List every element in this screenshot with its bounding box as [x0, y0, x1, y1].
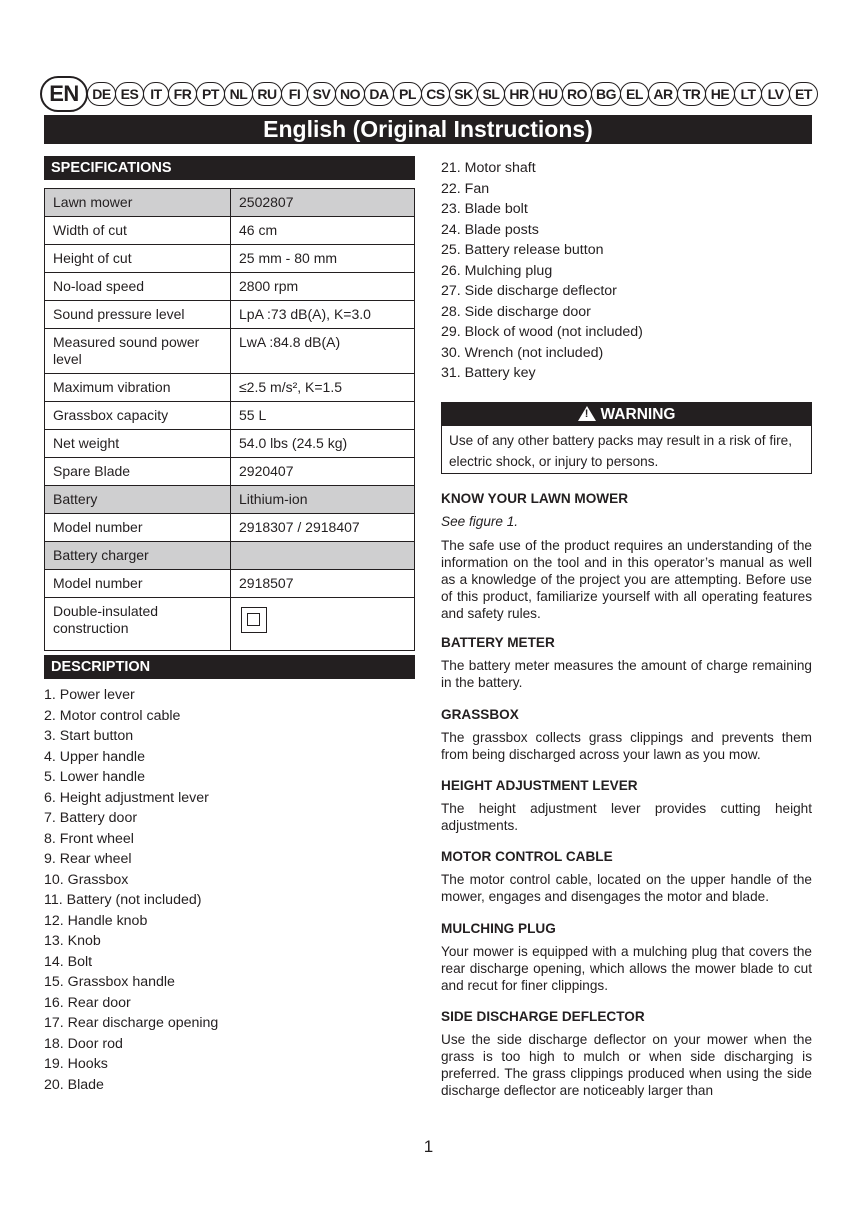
section-motor-control-cable [441, 849, 812, 905]
spec-value: 2918307 / 2918407 [231, 514, 415, 542]
list-item: 17. Rear discharge opening [44, 1015, 219, 1031]
warning-triangle-icon: ! [578, 406, 596, 421]
table-row [45, 430, 415, 458]
spec-value: 2920407 [231, 458, 415, 486]
section-note: See figure 1. [441, 514, 519, 529]
spec-label: Lawn mower [45, 189, 231, 217]
spec-label: Sound pressure level [45, 301, 231, 329]
table-row [45, 402, 415, 430]
spec-label: Measured sound power level [45, 329, 231, 374]
warning-box [441, 402, 812, 474]
list-item: 14. Bolt [44, 953, 93, 970]
list-item: 18. Door rod [44, 1035, 123, 1052]
list-item: 27. Side discharge deflector [441, 283, 617, 299]
table-row [45, 458, 415, 486]
list-item: 13. Knob [44, 933, 101, 949]
lang-it[interactable]: IT [143, 82, 169, 106]
specifications-heading: SPECIFICATIONS [44, 156, 415, 180]
list-item: 6. Height adjustment lever [44, 789, 209, 806]
table-row [45, 374, 415, 402]
warning-title: WARNING [600, 405, 676, 423]
lang-sk[interactable]: SK [449, 82, 478, 106]
section-battery-meter [441, 635, 812, 691]
language-bar [40, 76, 818, 116]
table-row [45, 301, 415, 329]
list-item: 12. Handle knob [44, 912, 148, 929]
list-item: 4. Upper handle [44, 748, 145, 765]
table-row [45, 570, 415, 598]
spec-label: Model number [45, 514, 231, 542]
list-item: 15. Grassbox handle [44, 974, 175, 990]
spec-value: 25 mm - 80 mm [231, 245, 415, 273]
spec-value: 46 cm [231, 217, 415, 245]
section-grassbox [441, 707, 812, 763]
list-item: 16. Rear door [44, 994, 131, 1011]
lang-sv[interactable]: SV [307, 82, 336, 106]
list-item: 21. Motor shaft [441, 160, 536, 176]
section-body: Your mower is equipped with a mulching plug that covers the rear discharge opening, which allows the mower blade to cut and recut for finer clippings. [441, 944, 812, 993]
table-row [45, 329, 415, 374]
lang-no[interactable]: NO [335, 82, 365, 106]
lang-sl[interactable]: SL [477, 82, 505, 106]
list-item: 1. Power lever [44, 687, 135, 703]
list-item: 23. Blade bolt [441, 201, 528, 217]
lang-ar[interactable]: AR [648, 82, 678, 106]
section-mulching-plug [441, 921, 812, 994]
spec-value [231, 598, 415, 651]
lang-da[interactable]: DA [364, 82, 394, 106]
lang-lt[interactable]: LT [734, 82, 762, 106]
lang-es[interactable]: ES [115, 82, 144, 106]
lang-et[interactable]: ET [789, 82, 818, 106]
lang-ru[interactable]: RU [252, 82, 282, 106]
lang-pt[interactable]: PT [196, 82, 225, 106]
spec-value: ≤2.5 m/s², K=1.5 [231, 374, 415, 402]
section-body: The motor control cable, located on the upper handle of the mower, engages and disengages the motor and blade. [441, 872, 812, 904]
table-row [45, 486, 415, 514]
list-item: 25. Battery release button [441, 242, 604, 258]
spec-label: Double-insulated construction [45, 598, 231, 651]
lang-bg[interactable]: BG [591, 82, 621, 106]
lang-en[interactable]: EN [40, 76, 88, 112]
spec-label: Net weight [45, 430, 231, 458]
list-item: 2. Motor control cable [44, 707, 181, 724]
list-item: 31. Battery key [441, 365, 536, 381]
table-row [45, 245, 415, 273]
list-item: 3. Start button [44, 728, 134, 744]
lang-fr[interactable]: FR [168, 82, 197, 106]
list-item: 8. Front wheel [44, 830, 134, 847]
section-body: The height adjustment lever provides cutting height adjustments. [441, 801, 812, 833]
list-item: 28. Side discharge door [441, 303, 591, 320]
spec-value: Lithium-ion [231, 486, 415, 514]
section-title: SIDE DISCHARGE DEFLECTOR [441, 1009, 645, 1024]
list-item: 22. Fan [441, 180, 490, 197]
section-body: Use the side discharge deflector on your mower when the grass is too high to mulch or when side discharging is preferred. The grass clippings produced when using the side discharge deflector are noticeably larger than [441, 1032, 812, 1098]
spec-value: 2918507 [231, 570, 415, 598]
list-item: 5. Lower handle [44, 769, 145, 785]
double-insulation-icon [241, 607, 267, 633]
list-item: 20. Blade [44, 1076, 104, 1093]
list-item: 19. Hooks [44, 1056, 108, 1072]
section-title: HEIGHT ADJUSTMENT LEVER [441, 778, 638, 793]
table-row [45, 217, 415, 245]
table-row [45, 598, 415, 651]
lang-el[interactable]: EL [620, 82, 649, 106]
specifications-table [44, 188, 415, 651]
lang-fi[interactable]: FI [281, 82, 308, 106]
description-list-continued [441, 158, 811, 384]
spec-label: Battery charger [45, 542, 231, 570]
page-number: 1 [423, 1137, 434, 1156]
spec-value: 2800 rpm [231, 273, 415, 301]
section-body: The safe use of the product requires an understanding of the information on the tool and in this operator’s manual as well as a knowledge of the project you are attempting. Before use of this product, familiarize yourself with all operating features and safety rules. [441, 538, 812, 621]
spec-label: No-load speed [45, 273, 231, 301]
lang-de[interactable]: DE [87, 82, 116, 106]
list-item: 30. Wrench (not included) [441, 344, 604, 361]
spec-value: 2502807 [231, 189, 415, 217]
spec-value: 54.0 lbs (24.5 kg) [231, 430, 415, 458]
lang-pl[interactable]: PL [393, 82, 422, 106]
lang-he[interactable]: HE [705, 82, 735, 106]
section-body: The grassbox collects grass clippings and prevents them from being discharged across your lawn as you mow. [441, 730, 812, 762]
spec-label: Height of cut [45, 245, 231, 273]
section-title: GRASSBOX [441, 707, 519, 722]
table-row [45, 514, 415, 542]
list-item: 7. Battery door [44, 810, 138, 826]
spec-label: Spare Blade [45, 458, 231, 486]
page-title: English (Original Instructions) [44, 115, 812, 144]
section-know-your-lawn-mower [441, 491, 812, 622]
lang-lv[interactable]: LV [761, 82, 790, 106]
spec-value: LwA :84.8 dB(A) [231, 329, 415, 374]
spec-label: Model number [45, 570, 231, 598]
section-side-discharge-deflector [441, 1009, 812, 1099]
lang-ro[interactable]: RO [562, 82, 592, 106]
spec-label: Grassbox capacity [45, 402, 231, 430]
list-item: 10. Grassbox [44, 871, 129, 888]
section-body: The battery meter measures the amount of charge remaining in the battery. [441, 658, 812, 690]
spec-label: Maximum vibration [45, 374, 231, 402]
section-title: MULCHING PLUG [441, 921, 556, 936]
section-title: MOTOR CONTROL CABLE [441, 849, 613, 864]
warning-text: Use of any other battery packs may result in a risk of fire, electric shock, or injury to persons. [449, 433, 793, 469]
list-item: 9. Rear wheel [44, 851, 132, 867]
lang-hr[interactable]: HR [504, 82, 534, 106]
spec-value [231, 542, 415, 570]
section-height-adjustment-lever [441, 778, 812, 834]
section-title: KNOW YOUR LAWN MOWER [441, 491, 629, 506]
list-item: 29. Block of wood (not included) [441, 324, 643, 340]
spec-label: Battery [45, 486, 231, 514]
description-heading: DESCRIPTION [44, 655, 415, 679]
spec-value: LpA :73 dB(A), K=3.0 [231, 301, 415, 329]
section-title: BATTERY METER [441, 635, 555, 650]
description-list [44, 685, 414, 1095]
lang-nl[interactable]: NL [224, 82, 253, 106]
table-row [45, 189, 415, 217]
spec-label: Width of cut [45, 217, 231, 245]
table-row [45, 273, 415, 301]
warning-header [442, 403, 811, 426]
spec-value: 55 L [231, 402, 415, 430]
lang-cs[interactable]: CS [421, 82, 450, 106]
lang-tr[interactable]: TR [677, 82, 706, 106]
lang-hu[interactable]: HU [533, 82, 563, 106]
list-item: 24. Blade posts [441, 221, 539, 238]
list-item: 26. Mulching plug [441, 262, 553, 279]
list-item: 11. Battery (not included) [44, 892, 202, 908]
table-row [45, 542, 415, 570]
